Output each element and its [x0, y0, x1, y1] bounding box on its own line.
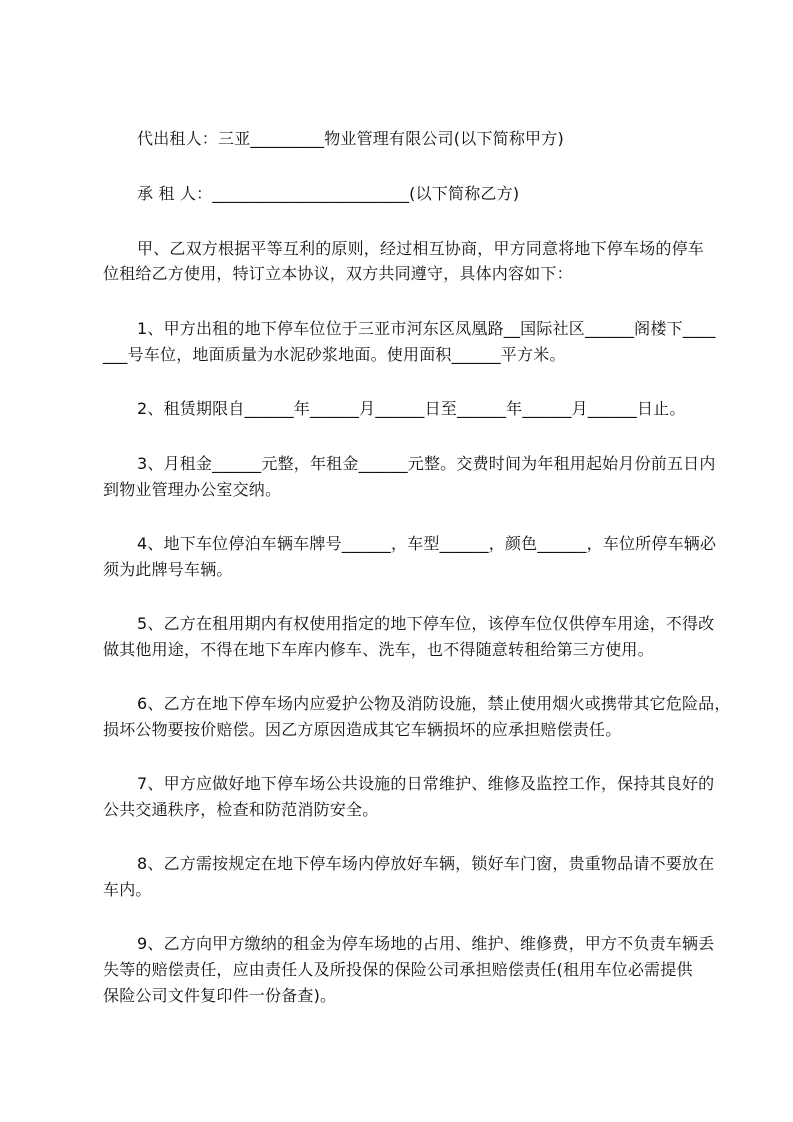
clause-7-line-1: 7、甲方应做好地下停车场公共设施的日常维护、维修及监控工作，保持其良好的: [137, 774, 715, 793]
clause-1-line-1: 1、甲方出租的地下停车位位于三亚市河东区凤凰路__国际社区______阁楼下____: [137, 319, 716, 338]
lessee-line: 承 租 人：________________________(以下简称乙方): [137, 184, 520, 203]
clause-2-line-1: 2、租赁期限自______年______月______日至______年______月______日止。: [137, 399, 686, 418]
clause-4-line-1: 4、地下车位停泊车辆车牌号______，车型______，颜色______，车位所停车辆必: [137, 534, 717, 553]
clause-8-line-2: 车内。: [103, 880, 152, 899]
clause-6-line-1: 6、乙方在地下停车场内应爱护公物及消防设施，禁止使用烟火或携带其它危险品，: [137, 694, 731, 713]
clause-1-line-2: ___号车位，地面质量为水泥砂浆地面。使用面积______平方米。: [103, 345, 566, 364]
clause-5-line-2: 做其他用途，不得在地下车库内修车、洗车，也不得随意转租给第三方使用。: [103, 640, 654, 659]
clause-5-line-1: 5、乙方在租用期内有权使用指定的地下停车位，该停车位仅供停车用途，不得改: [137, 614, 715, 633]
clause-4-line-2: 须为此牌号车辆。: [103, 560, 233, 579]
intro-line-2: 位租给乙方使用，特订立本协议，双方共同遵守，具体内容如下：: [103, 264, 573, 283]
intro-line-1: 甲、乙双方根据平等互利的原则，经过相互协商，甲方同意将地下停车场的停车: [137, 239, 705, 258]
clause-6-line-2: 损坏公物要按价赔偿。因乙方原因造成其它车辆损坏的应承担赔偿责任。: [103, 720, 622, 739]
clause-3-line-2: 到物业管理办公室交纳。: [103, 480, 282, 499]
clause-3-line-1: 3、月租金______元整，年租金______元整。交费时间为年租用起始月份前五日内: [137, 454, 716, 473]
lessor-line: 代出租人：三亚_________物业管理有限公司(以下简称甲方): [137, 129, 564, 148]
clause-8-line-1: 8、乙方需按规定在地下停车场内停放好车辆，锁好车门窗，贵重物品请不要放在: [137, 854, 715, 873]
clause-9-line-3: 保险公司文件复印件一份备查)。: [103, 986, 337, 1005]
clause-9-line-2: 失等的赔偿责任，应由责任人及所投保的保险公司承担赔偿责任(租用车位必需提供: [103, 960, 693, 979]
clause-9-line-1: 9、乙方向甲方缴纳的租金为停车场地的占用、维护、维修费，甲方不负责车辆丢: [137, 934, 715, 953]
clause-7-line-2: 公共交通秩序，检查和防范消防安全。: [103, 800, 379, 819]
